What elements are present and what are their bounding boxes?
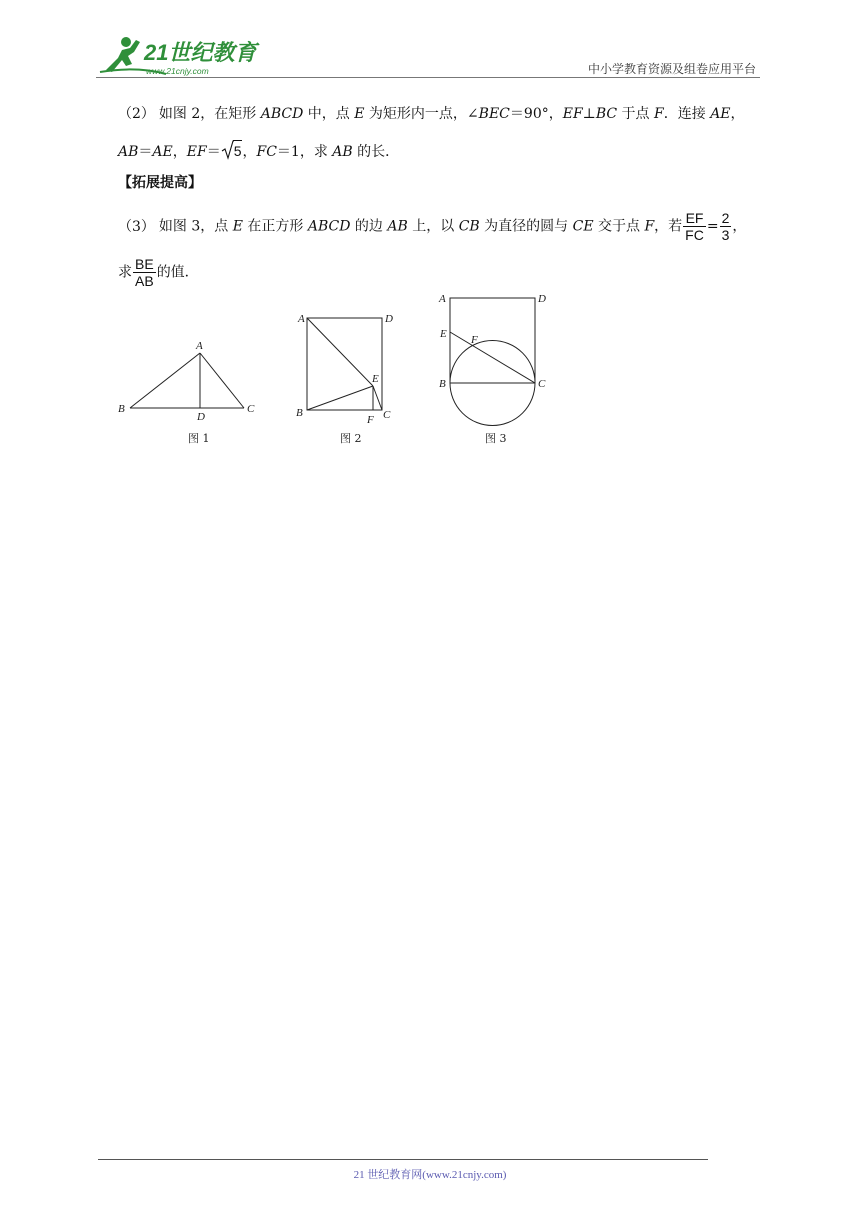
figure-2 bbox=[296, 313, 393, 445]
fig1-label-b: B bbox=[118, 403, 125, 415]
fig2-label-a: A bbox=[298, 313, 305, 325]
fig3-caption: 图 3 bbox=[485, 432, 507, 445]
fraction-two-thirds: $\frac{2}{3}$ bbox=[721, 210, 730, 243]
figure-3 bbox=[438, 293, 546, 445]
fraction-ef-fc: $\frac{EF}{FC}$ bbox=[685, 210, 704, 243]
fig1-label-c: C bbox=[247, 403, 255, 415]
footer-rule bbox=[98, 1159, 708, 1160]
fraction-be-ab: $\frac{BE}{AB}$ bbox=[135, 256, 154, 289]
fig2-segment-ec bbox=[373, 386, 382, 410]
fig2-label-e: E bbox=[372, 373, 379, 385]
fig1-caption: 图 1 bbox=[188, 432, 210, 445]
q3-number: （3） bbox=[118, 218, 155, 235]
fig3-label-e: E bbox=[440, 328, 447, 340]
fig2-caption: 图 2 bbox=[340, 432, 362, 445]
fig2-label-b: B bbox=[296, 407, 303, 419]
logo-url: www.21cnjy.com bbox=[146, 66, 209, 76]
fig1-segment-ac bbox=[200, 353, 244, 408]
q3-line1: （3） 如图 3，点 E 在正方形 ABCD 的边 AB 上，以 CB 为直径的圆与 CE 交于点 F，若 $\frac{EF}{FC}$ = $\frac{2}{3}$ ， bbox=[118, 210, 747, 243]
fig2-segment-ae bbox=[307, 318, 373, 386]
platform-name: 中小学教育资源及组卷应用平台 bbox=[587, 62, 756, 76]
fig2-label-c: C bbox=[383, 409, 391, 421]
logo bbox=[96, 30, 266, 78]
fig2-segment-be bbox=[307, 386, 373, 410]
fig2-label-f: F bbox=[367, 414, 374, 426]
footer-text: 21 世纪教育网(www.21cnjy.com) bbox=[353, 1169, 507, 1181]
q3-line2: 求 $\frac{BE}{AB}$ 的值． bbox=[118, 256, 199, 289]
q2-number: （2） bbox=[118, 106, 155, 122]
fig3-label-a: A bbox=[439, 293, 446, 305]
fig3-label-d: D bbox=[538, 293, 546, 305]
sqrt-five: 5 bbox=[221, 140, 243, 162]
logo-text: 21世纪教育 bbox=[144, 40, 257, 65]
fig3-label-f: F bbox=[471, 334, 478, 346]
fig1-label-d: D bbox=[197, 411, 205, 423]
fig2-label-d: D bbox=[385, 313, 393, 325]
figure-1 bbox=[118, 340, 255, 445]
page-header bbox=[96, 30, 760, 78]
fig3-label-c: C bbox=[538, 378, 546, 390]
fig1-segment-ab bbox=[130, 353, 200, 408]
header-rule bbox=[96, 77, 760, 78]
section-heading: 【拓展提高】 bbox=[118, 175, 202, 191]
fig1-label-a: A bbox=[196, 340, 203, 352]
q2-line2: AB＝AE，EF＝ 5，FC＝1，求 AB 的长． bbox=[118, 140, 399, 162]
fig3-segment-ec bbox=[450, 332, 535, 383]
figures bbox=[110, 285, 570, 450]
q2-line1: （2） 如图 2，在矩形 ABCD 中，点 E 为矩形内一点，∠BEC＝90°，EF⊥BC 于点 F．连接 AE， bbox=[118, 106, 745, 122]
fig3-label-b: B bbox=[439, 378, 446, 390]
